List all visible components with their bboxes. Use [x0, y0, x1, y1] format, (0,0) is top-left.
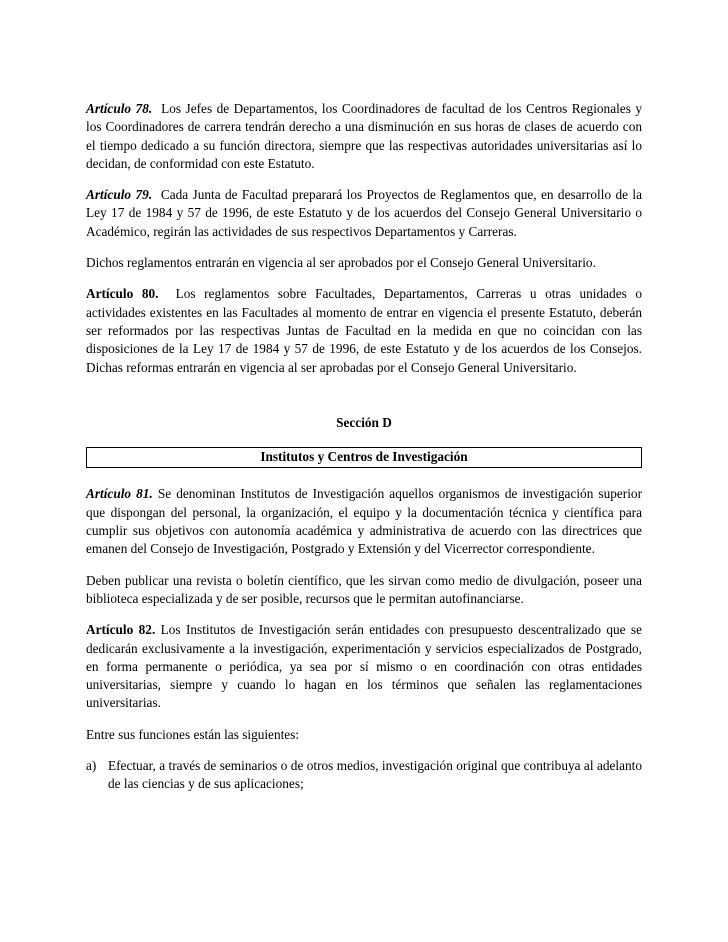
paragraph-entre-funciones: Entre sus funciones están las siguientes:	[86, 726, 300, 742]
article-82-label: Artículo 82.	[86, 622, 156, 638]
paragraph-deben-publicar: Deben publicar una revista o boletín científico, que les sirvan como medio de divulgación, poseer una biblioteca especializada y de ser posible, recursos que le permitan autofinanciarse.	[86, 572, 642, 606]
article-81-text: Se denominan Institutos de Investigación aquellos organismos de investigación superior que dispongan del personal, la organización, el equipo y la documentación técnica y científica para cumplir sus objetivos con autonomía académica y administrativa de acuerdo con las directrices que emanen del Consejo de Investigación, Postgrado y Extensión y del Vicerrector correspondiente.	[86, 486, 642, 557]
section-title: Sección D	[336, 414, 392, 430]
article-80-text: Los reglamentos sobre Facultades, Departamentos, Carreras u otras unidades o actividades existentes en las Facultades al momento de entrar en vigencia el presente Estatuto, deberán ser reformados por las respectivas Juntas de Facultad en la medida en que no coincidan con las disposiciones de la Ley 17 de 1984 y 57 de 1996, de este Estatuto y de los acuerdos de los Consejos. Dichas reformas entrarán en vigencia al ser aprobadas por el Consejo General Universitario.	[86, 286, 642, 375]
article-80	[86, 285, 642, 376]
article-79-label: Artículo 79.	[86, 187, 153, 203]
article-79-text: Cada Junta de Facultad preparará los Proyectos de Reglamentos que, en desarrollo de la Ley 17 de 1984 y 57 de 1996, de este Estatuto y de los acuerdos del Consejo General Universitario o Académico, regirán las actividades de sus respectivos Departamentos y Carreras.	[86, 187, 642, 239]
section-subtitle: Institutos y Centros de Investigación	[260, 449, 468, 465]
section-subtitle-box	[86, 447, 642, 468]
article-79	[86, 186, 642, 241]
document-page	[86, 100, 642, 794]
article-82-text: Los Institutos de Investigación serán entidades con presupuesto descentralizado que se dedicarán exclusivamente a la investigación, experimentación y servicios especializados de Postgrado, en forma permanente o periódica, ya sea por sí mismo o en coordinación con otras entidades universitarias, siempre y cuando lo hagan en los términos que señalen las reglamentaciones universitarias.	[86, 622, 642, 711]
article-78-label: Artículo 78.	[86, 101, 153, 116]
article-81	[86, 485, 642, 558]
list-item-text: Efectuar, a través de seminarios o de otros medios, investigación original que contribuya al adelanto de las ciencias y de sus aplicaciones;	[108, 758, 642, 792]
list-item	[86, 757, 642, 794]
article-80-label: Artículo 80.	[86, 286, 159, 302]
list-item-marker: a)	[86, 758, 97, 774]
article-81-label: Artículo 81.	[86, 486, 153, 502]
article-82	[86, 621, 642, 712]
article-78	[86, 100, 642, 173]
article-78-text: Los Jefes de Departamentos, los Coordinadores de facultad de los Centros Regionales y los Coordinadores de carrera tendrán derecho a una disminución en sus horas de clases de acuerdo con el tiempo dedicado a su función directora, siempre que las respectivas autoridades universitarias así lo decidan, de conformidad con este Estatuto.	[86, 101, 642, 171]
paragraph-dichos-reglamentos: Dichos reglamentos entrarán en vigencia al ser aprobados por el Consejo General Universitario.	[86, 255, 596, 271]
